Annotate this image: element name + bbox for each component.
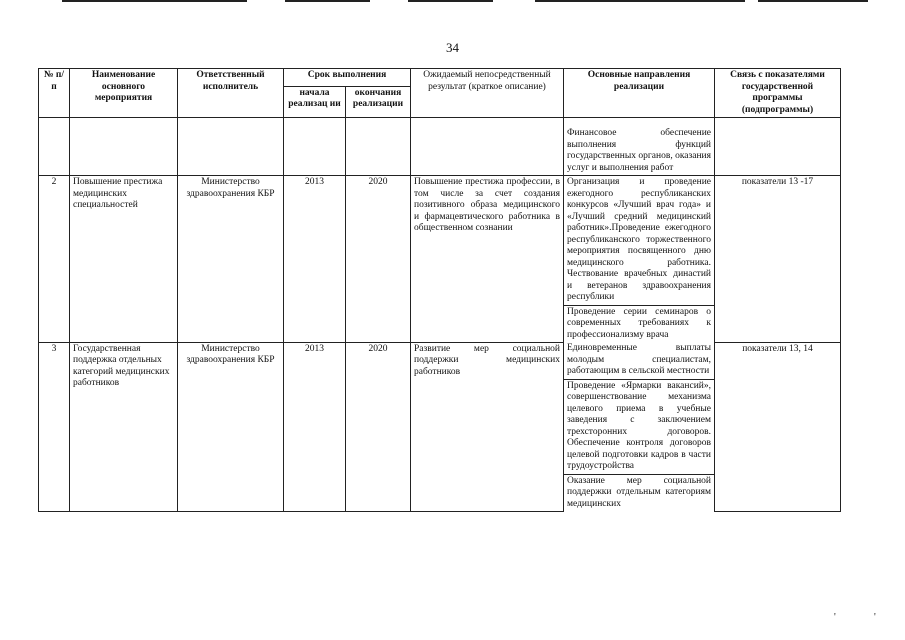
direction-item: Проведение серии семинаров о современных требованиях к профессионализму врача	[564, 305, 714, 343]
table-row	[39, 118, 841, 176]
table-row	[39, 342, 841, 511]
directions-cell	[564, 342, 715, 511]
direction-item: Единовременные выплаты молодым специалистам, работающим в сельской местности	[567, 343, 711, 376]
scan-artifact-line	[62, 0, 247, 2]
header-end: окончания реализации	[346, 86, 411, 117]
header-name: Наименование основного мероприятия	[70, 69, 178, 118]
responsible-executor: Министерство здравоохранения КБР	[178, 176, 284, 343]
scan-speck: '	[874, 612, 876, 623]
directions-cell	[564, 176, 715, 343]
row-number: 3	[39, 342, 70, 511]
direction-item: Оказание мер социальной поддержки отдельным категориям медицинских	[564, 474, 714, 512]
header-directions: Основные направления реализации	[564, 69, 715, 118]
end-year: 2020	[346, 176, 411, 343]
expected-result: Повышение престижа профессии, в том числе за счет создания позитивного образа медицинского и фармацевтического работника в общественном сознании	[411, 176, 564, 343]
start-year: 2013	[284, 342, 346, 511]
directions-cell: Финансовое обеспечение выполнения функций государственных органов, оказания услуг и выполнения работ	[564, 118, 715, 176]
activity-name: Повышение престижа медицинских специальностей	[70, 176, 178, 343]
end-year: 2020	[346, 342, 411, 511]
scan-artifact-line	[758, 0, 868, 2]
scan-artifact-line	[408, 0, 493, 2]
header-start: начала реализац ии	[284, 86, 346, 117]
activity-name: Государственная поддержка отдельных категорий медицинских работников	[70, 342, 178, 511]
direction-item: Проведение «Ярмарки вакансий», совершенствование механизма целевого приема в учебные заведения с заключением трехсторонних договоров. Обеспечение контроля договоров целевой подготовки кадров в части трудоустройства	[564, 379, 714, 474]
scan-speck: '	[834, 612, 836, 623]
direction-item: Организация и проведение ежегодного республиканских конкурсов «Лучший врач года» и «Лучший средний медицинский работник».Проведение ежегодного республиканского торжественного мероприятия посвященного дню медицинского работника. Чествование врачебных династий и ветеранов здравоохранения республики	[567, 177, 711, 302]
header-responsible: Ответственный исполнитель	[178, 69, 284, 118]
table-row	[39, 176, 841, 343]
scan-artifact-line	[535, 0, 745, 2]
scan-artifact-line	[285, 0, 370, 2]
indicator-link: показатели 13 -17	[715, 176, 841, 343]
start-year: 2013	[284, 176, 346, 343]
header-period: Срок выполнения	[284, 69, 411, 87]
header-link: Связь с показателями государственной программы (подпрограммы)	[715, 69, 841, 118]
expected-result: Развитие мер социальной поддержки медицинских работников	[411, 342, 564, 511]
page-number: 34	[446, 40, 459, 55]
header-result: Ожидаемый непосредственный результат (краткое описание)	[411, 69, 564, 118]
row-number: 2	[39, 176, 70, 343]
responsible-executor: Министерство здравоохранения КБР	[178, 342, 284, 511]
indicator-link: показатели 13, 14	[715, 342, 841, 511]
header-num: № п/п	[39, 69, 70, 118]
program-table	[38, 68, 841, 512]
header-row	[39, 69, 841, 87]
